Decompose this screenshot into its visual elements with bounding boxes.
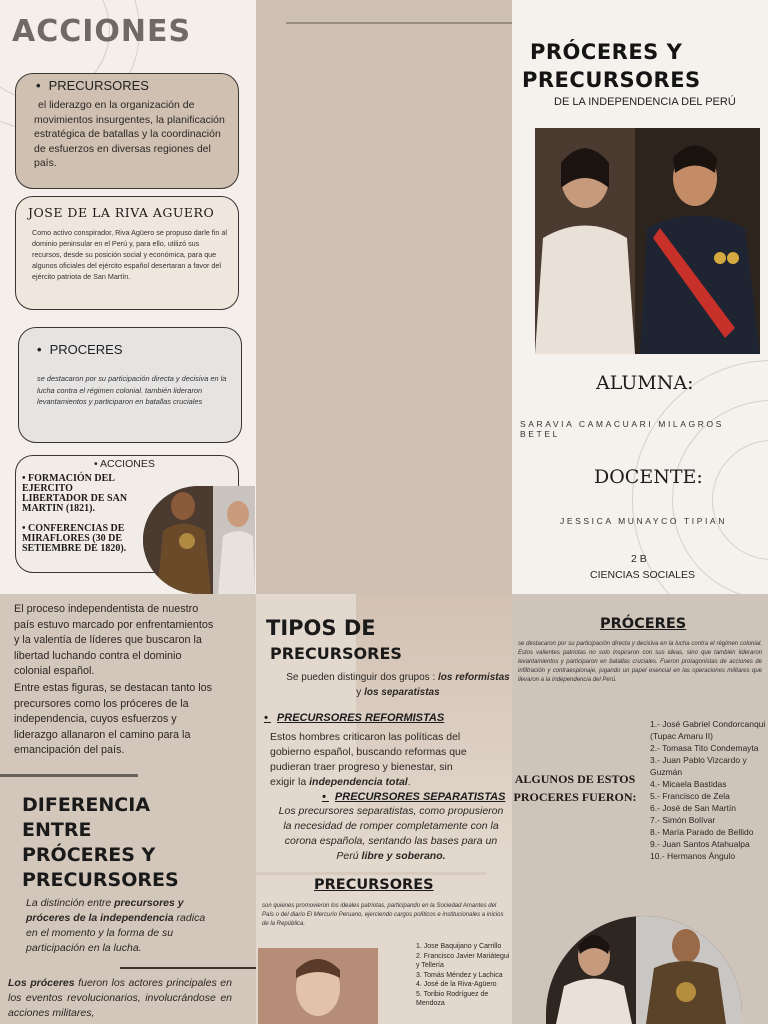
- divider: [120, 967, 256, 969]
- precursores-box: [15, 73, 239, 189]
- acciones-heading: • ACCIONES: [94, 458, 155, 470]
- portraits-circle-image: [143, 486, 255, 594]
- reformistas-heading: • PRECURSORES REFORMISTAS: [264, 712, 445, 724]
- acciones-item: • FORMACIÓN DEL EJERCITO LIBERTADOR DE SAN MARTIN (1821).: [22, 473, 128, 514]
- precursores-text: son quienes promovieron los ideales patriotas, participando en la Sociedad Amantes del País o del diario El Mercurio Peruano, ejerciendo cargos políticos e institucionales a inicios de la República.: [262, 903, 504, 927]
- proceres-paragraph: Los próceres fueron los actores principales en los eventos revolucionarios, involucrándose en acciones militares,: [8, 977, 232, 1019]
- panel-proceres: [512, 594, 768, 1024]
- separatistas-heading: • PRECURSORES SEPARATISTAS: [322, 791, 506, 803]
- proceres-list: 1.- José Gabriel Condorcanqui (Tupac Amaru II) 2.- Tomasa Tito Condemayta 3.- Juan Pablo Vizcardo y Guzmán 4.- Micaela Bastidas 5.- Francisco de Zela 6.- José de San Martín 7.- Simón Bolívar 8.- María Parado de Bellido 9.- Juan Santos Atahualpa 10.- Hermanos Ángulo: [650, 719, 766, 861]
- alumna-label: ALUMNA:: [596, 372, 694, 394]
- divider: [286, 22, 512, 24]
- panel-tipos: [256, 594, 512, 1024]
- cover-title: PRÓCERES Y PRECURSORES: [522, 40, 701, 92]
- panel-blank: [256, 0, 512, 594]
- panel-acciones: [0, 0, 256, 594]
- alumna-name: SARAVIA CAMACUARI MILAGROS BETEL: [520, 419, 724, 439]
- proceres-heading: • PROCERES: [37, 342, 123, 357]
- intro-paragraph: El proceso independentista de nuestro país estuvo marcado por enfrentamientos y la valentía de líderes que buscaron la libertad luchando contra el dominio colonial español.: [14, 603, 214, 677]
- proceres-heading: PRÓCERES: [600, 616, 687, 632]
- precursores-text: el liderazgo en la organización de movimientos insurgentes, la planificación estratégica de batallas y la coordinación de esfuerzos en diversas regiones del país.: [34, 99, 225, 169]
- algunos-label: ALGUNOS DE ESTOS PROCERES FUERON:: [513, 772, 637, 804]
- acciones-item: • CONFERENCIAS DE MIRAFLORES (30 DE SETIEMBRE DE 1820).: [22, 523, 127, 554]
- diferencia-title: DIFERENCIA ENTRE PRÓCERES Y PRECURSORES: [22, 794, 179, 891]
- cover-subtitle: DE LA INDEPENDENCIA DEL PERÚ: [554, 96, 736, 108]
- precursores-heading: • PRECURSORES: [36, 78, 149, 93]
- reformistas-text: Estos hombres criticaron las políticas del gobierno español, buscando reformas que pudieran traer progreso y bienestar, sin exigir la independencia total.: [270, 731, 467, 788]
- course: CIENCIAS SOCIALES: [590, 569, 696, 581]
- precursor-portrait-image: [258, 948, 378, 1024]
- divider: [0, 774, 138, 777]
- proceres-box: [18, 327, 242, 443]
- diferencia-text: La distinción entre precursores y próceres de la independencia radica en el momento y la forma de su participación en la lucha.: [26, 897, 206, 954]
- docente-name: JESSICA MUNAYCO TIPIAN: [560, 516, 727, 526]
- riva-heading: JOSE DE LA RIVA AGUERO: [28, 205, 215, 220]
- precursores-list: 1. Jose Baquijano y Carrillo 2. Francisco Javier Mariátegui y Tellería 3. Tomás Méndez y Lachica 4. José de la Riva-Agüero 5. Toribio Rodríguez de Mendoza: [416, 943, 510, 1007]
- proceres-text: se destacaron por su participación directa y decisiva en la lucha contra el régimen colonial. Estos valientes patriotas no solo inspiraron con sus ideas, sino que también lideraron levantamientos y participaron en batallas cruciales. Fueron protagonistas de acciones de infiltración y contraespionaje, jugando un papel esencial en las operaciones militares que llevaron a la independencia del Perú.: [518, 641, 762, 683]
- tipos-title: TIPOS DE: [266, 616, 376, 640]
- tipos-title: PRECURSORES: [270, 644, 402, 663]
- cover-portraits-image: [535, 128, 760, 354]
- panel-diferencia: [0, 594, 256, 1024]
- separatistas-text: Los precursores separatistas, como propusieron la necesidad de romper completamente con la corona española, sentando las bases para un Perú libre y soberano.: [278, 805, 504, 862]
- tipos-intro: Se pueden distinguir dos grupos : los reformistas y los separatistas: [286, 672, 510, 698]
- divider: [256, 872, 486, 875]
- proceres-portraits-image: [546, 916, 742, 1024]
- intro-paragraph: Entre estas figuras, se destacan tanto los precursores como los próceres de la independencia, cuyos esfuerzos y liderazgo allanaron el camino para la emancipación del país.: [14, 682, 213, 756]
- proceres-text: se destacaron por su participación directa y decisiva en la lucha contra el régimen colonial. también lideraron levantamientos y participaron en batallas cruciales: [37, 374, 227, 406]
- riva-text: Como activo conspirador, Riva Agüero se propuso darle fin al dominio peninsular en el Perú y, para ello, utilizó sus recursos, desde su posición social y económica, para que algunos oficiales del ejército español desertaran a favor del ejército patriota de San Martín.: [32, 228, 227, 281]
- page-title: ACCIONES: [12, 14, 192, 49]
- docente-label: DOCENTE:: [594, 466, 703, 488]
- grade: 2 B: [631, 553, 647, 565]
- panel-cover: [512, 0, 768, 594]
- precursores-heading: PRECURSORES: [314, 877, 434, 893]
- riva-aguero-box: [15, 196, 239, 310]
